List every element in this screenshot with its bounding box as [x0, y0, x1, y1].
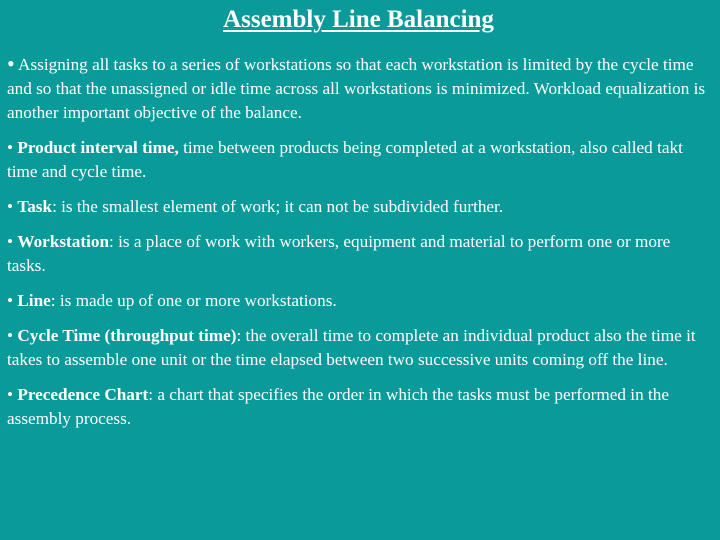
- bullet-text: : is made up of one or more workstations.: [50, 291, 337, 310]
- bullet-term: Product interval time,: [17, 138, 179, 157]
- bullet-text: : is the smallest element of work; it can not be subdivided further.: [52, 197, 504, 216]
- bullet-term: Workstation: [17, 232, 110, 251]
- bullet-dot-icon: •: [7, 138, 14, 157]
- bullet-dot-icon: •: [7, 291, 14, 310]
- bullet-cycle-time: [7, 324, 710, 372]
- bullet-term: Line: [17, 291, 51, 310]
- bullet-text: Assigning all tasks to a series of workstations so that each workstation is limited by the cycle time and so that the unassigned or idle time across all workstations is minimized. Workload equalization is another important objective of the balance.: [7, 55, 706, 122]
- slide-title: Assembly Line Balancing: [223, 6, 494, 33]
- bullet-dot-icon: •: [7, 326, 14, 345]
- bullet-workstation: [7, 230, 710, 278]
- bullet-dot-icon: •: [7, 232, 14, 251]
- bullet-term: Precedence Chart: [17, 385, 149, 404]
- bullet-task: [7, 195, 710, 219]
- bullet-text: : is a place of work with workers, equipment and material to perform one or more tasks.: [7, 232, 671, 275]
- bullet-line-balancing-definition: [7, 52, 710, 125]
- bullet-term: Task: [17, 197, 53, 216]
- bullet-list: [7, 52, 710, 431]
- bullet-dot-icon: •: [7, 197, 14, 216]
- bullet-term: Cycle Time (throughput time): [17, 326, 237, 345]
- bullet-line: [7, 289, 710, 313]
- bullet-text: time between products being completed at a workstation, also called takt time and cycle time.: [7, 138, 683, 181]
- bullet-text: : the overall time to complete an individual product also the time it takes to assemble one unit or the time elapsed between two successive units coming off the line.: [7, 326, 696, 369]
- bullet-dot-icon: •: [7, 51, 15, 76]
- bullet-text: : a chart that specifies the order in which the tasks must be performed in the assembly process.: [7, 385, 669, 428]
- bullet-dot-icon: •: [7, 385, 14, 404]
- bullet-precedence-chart: [7, 383, 710, 431]
- bullet-product-interval-time: [7, 136, 710, 184]
